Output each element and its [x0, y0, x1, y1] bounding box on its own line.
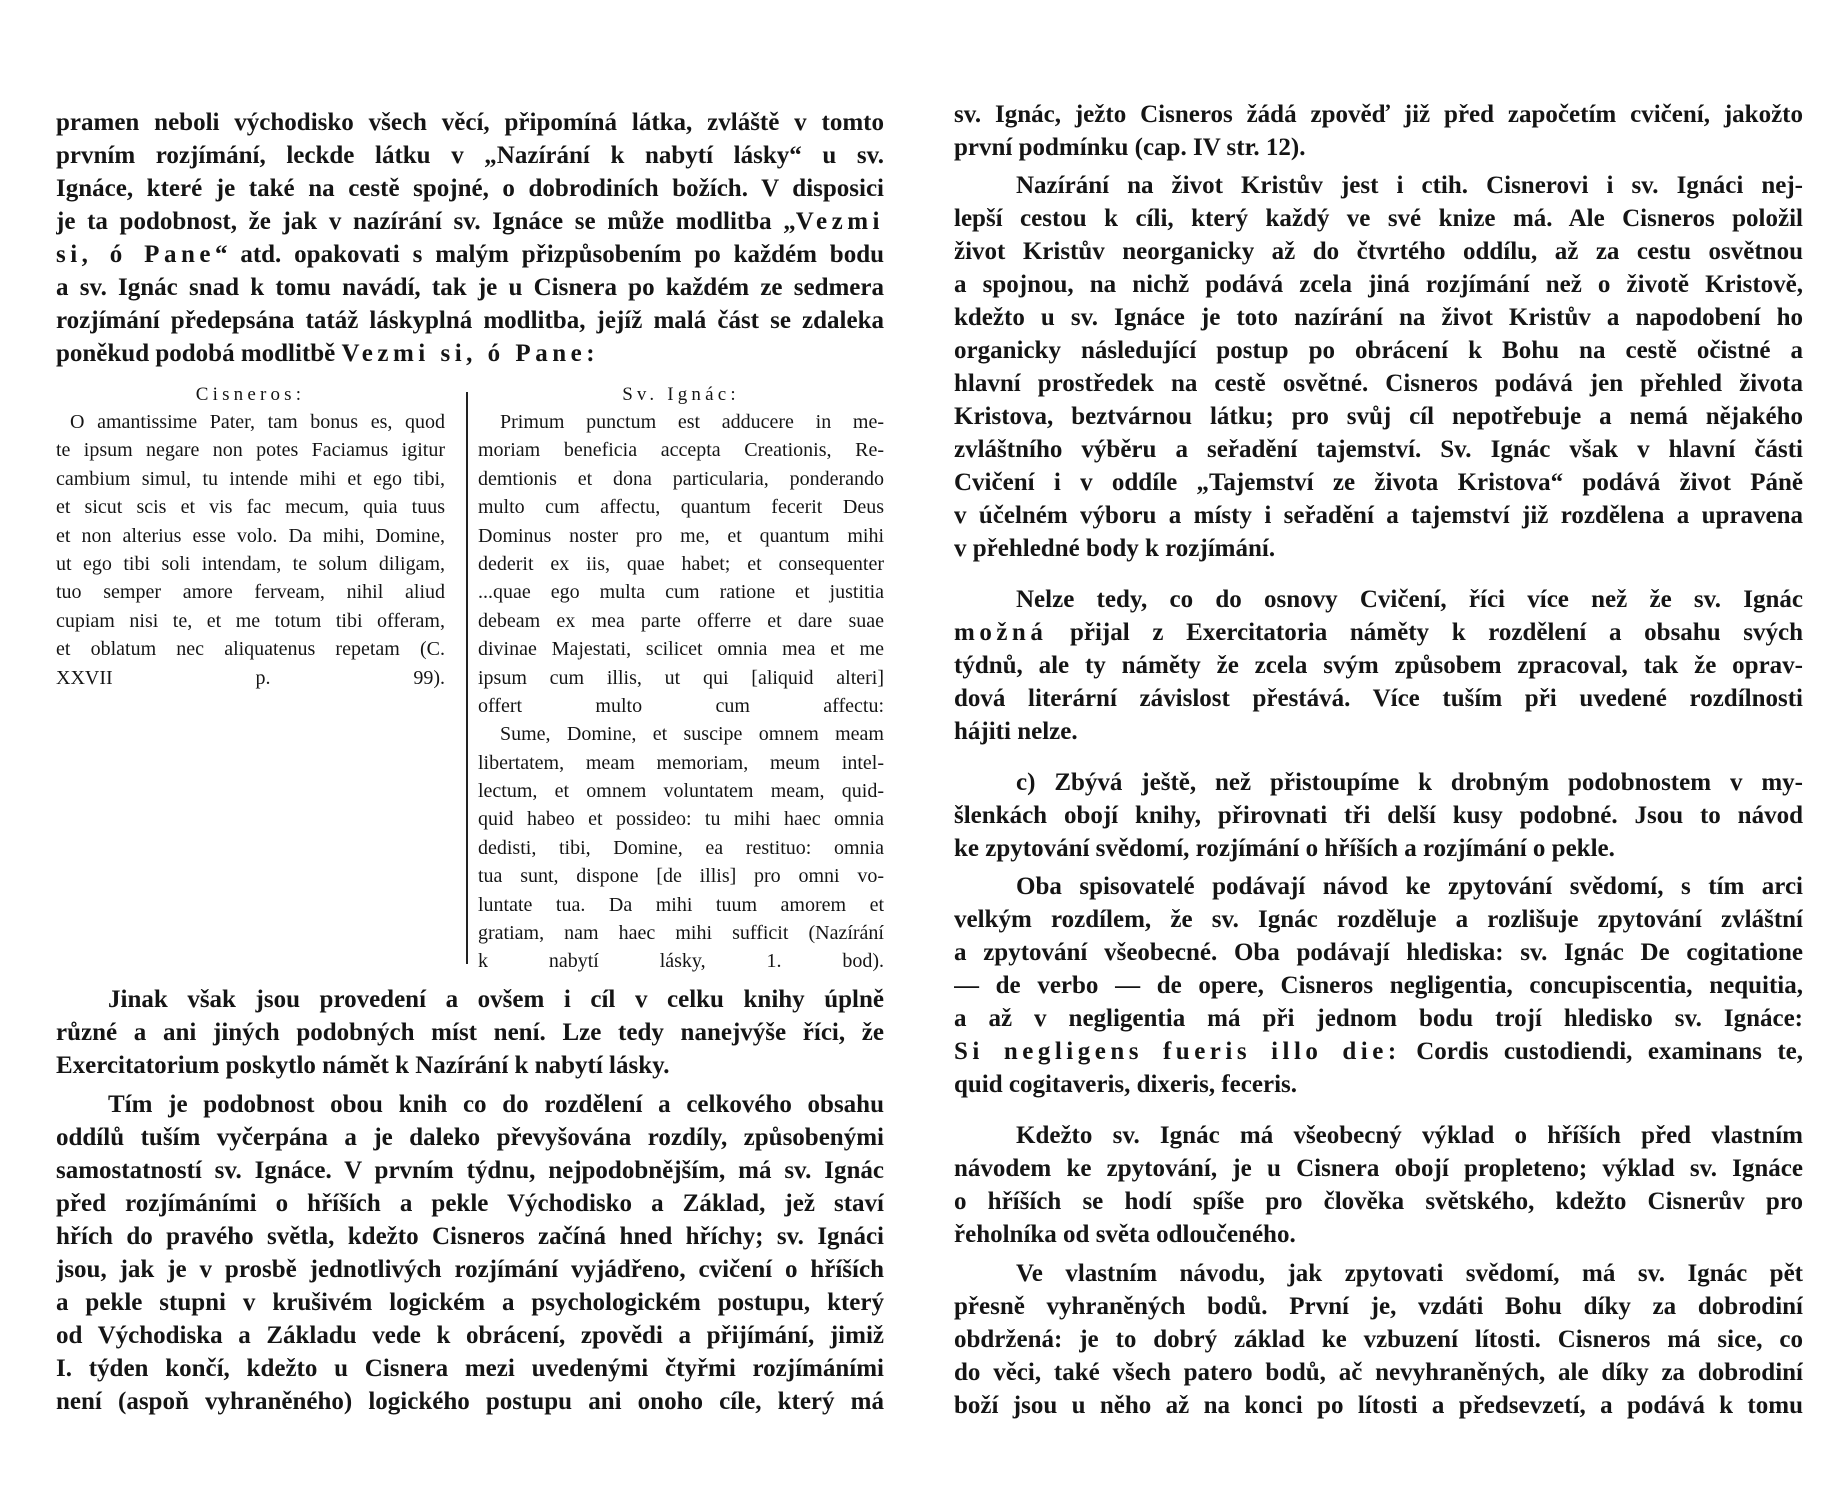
- text-line: zvláštního výběru a seřadění tajemství. Sv. Ignác však v hlavní části: [954, 436, 1803, 463]
- paragraph: [954, 1119, 1803, 1251]
- text-line: I. týden končí, kdežto u Cisnera mezi uvedenými čtyřmi rozjímáními: [56, 1355, 884, 1382]
- text-line: v účelném výboru a místy i seřadění a tajemství již rozdělena a upravena: [954, 502, 1803, 529]
- text-line: [56, 238, 884, 271]
- text-line: kdežto u sv. Ignáce je toto nazírání na život Kristův a napodobení ho: [954, 304, 1803, 331]
- text-line: lepší cestou k cíli, který každý ve své knize má. Ale Cisneros položil: [954, 205, 1803, 232]
- text-line: divinae Majestati, scilicet omnia mea et me: [478, 638, 884, 661]
- text-line: ...quae ego multa cum ratione et justitia: [478, 581, 884, 604]
- text-line: luntate tua. Da mihi tuum amorem et: [478, 893, 884, 916]
- text-run: poněkud podobá modlitbě: [56, 340, 342, 367]
- text-line: — de verbo — de opere, Cisneros negligentia, concupiscentia, nequitia,: [954, 972, 1803, 999]
- text-line: k nabytí lásky, 1. bod).: [478, 950, 884, 973]
- text-line: et oblatum nec aliquatenus repetam (C.: [56, 638, 445, 661]
- text-line: demtionis et dona particularia, ponderando: [478, 467, 884, 490]
- text-line: šlenkách obojí knihy, přirovnati tři delší kusy podobné. Jsou to návod: [954, 802, 1803, 829]
- text-line: [56, 205, 884, 238]
- text-line: ipsum cum illis, ut qui [aliquid alteri]: [478, 666, 884, 689]
- text-line: obdržená: je to dobrý základ ke vzbuzení lítosti. Cisneros má sice, co: [954, 1326, 1803, 1353]
- quote-cisneros: [56, 408, 445, 692]
- column-divider: [466, 392, 468, 964]
- text-line: Cvičení i v oddíle „Tajemství ze života Kristova“ podává život Páně: [954, 469, 1803, 496]
- text-line: pramen neboli východisko všech věcí, připomíná látka, zvláště v tomto: [56, 109, 884, 136]
- text-line: není (aspoň vyhraněného) logického postupu ani onoho cíle, který má: [56, 1388, 884, 1415]
- text-line: [56, 337, 884, 370]
- text-line: hlavní prostředek na cestě osvětné. Cisneros podává jen přehled života: [954, 370, 1803, 397]
- text-line: přesně vyhraněných bodů. První je, vzdáti Bohu díky za dobrodiní: [954, 1293, 1803, 1320]
- text-line: a až v negligentia má při jednom bodu trojí hledisko sv. Ignáce:: [954, 1005, 1803, 1032]
- paragraph: [56, 983, 884, 1082]
- letterspaced-emphasis: Vezmi: [795, 208, 884, 235]
- text-line: prvním rozjímání, leckde látku v „Nazírání k nabytí lásky“ u sv.: [56, 142, 884, 169]
- text-line: libertatem, meam memoriam, meum intel-: [478, 751, 884, 774]
- text-line: první podmínku (cap. IV str. 12).: [954, 134, 1306, 161]
- letterspaced-emphasis: Vezmi si, ó Pane:: [341, 340, 600, 367]
- column-heading-cisneros: Cisneros:: [195, 384, 306, 405]
- letterspaced-emphasis: možná: [954, 619, 1048, 646]
- text-line: a sv. Ignác snad k tomu navádí, tak je u Cisnera po každém ze sedmera: [56, 274, 884, 301]
- text-line: Kdežto sv. Ignác má všeobecný výklad o hříších před vlastním: [1016, 1122, 1803, 1149]
- quote-ignac-sume: [478, 720, 884, 976]
- right-page: [954, 0, 1803, 1500]
- text-line: různé a ani jiných podobných míst není. Lze tedy nanejvýše říci, že: [56, 1019, 884, 1046]
- text-line: quid habeo et possideo: tu mihi haec omnia: [478, 808, 884, 831]
- text-line: Nelze tedy, co do osnovy Cvičení, říci více než že sv. Ignác: [1016, 586, 1803, 613]
- text-line: lectum, et omnem voluntatem meam, quid-: [478, 780, 884, 803]
- text-line: do věci, také všech patero bodů, ač nevyhraněných, ale díky za dobrodiní: [954, 1359, 1803, 1386]
- paragraph: [954, 583, 1803, 748]
- text-line: cambium simul, tu intende mihi et ego tibi,: [56, 467, 445, 490]
- text-line: debeam ex mea parte offerre et dare suae: [478, 609, 884, 632]
- text-line: offert multo cum affectu:: [478, 694, 884, 717]
- column-cisneros: [56, 382, 445, 692]
- paragraph: [954, 766, 1803, 865]
- text-line: tua sunt, dispone [de illis] pro omni vo-: [478, 865, 884, 888]
- text-line: návodem ke zpytování, je u Cisnera obojí propleteno; výklad sv. Ignáce: [954, 1155, 1803, 1182]
- text-run: Cordis custodiendi, examinans te,: [1400, 1038, 1803, 1065]
- paragraph: [954, 169, 1803, 565]
- text-line: hřích do pravého světla, kdežto Cisneros začíná hned hříchy; sv. Ignáci: [56, 1223, 884, 1250]
- text-line: a zpytování všeobecné. Oba podávají hlediska: sv. Ignác De cogitatione: [954, 939, 1803, 966]
- text-line: Ve vlastním návodu, jak zpytovati svědomí, má sv. Ignác pět: [1016, 1260, 1803, 1287]
- text-line: Tím je podobnost obou knih co do rozdělení a celkového obsahu: [108, 1091, 884, 1118]
- text-line: řeholníka od světa odloučeného.: [954, 1221, 1296, 1248]
- text-line: [954, 1035, 1803, 1068]
- text-line: ut ego tibi soli intendam, te solum diligam,: [56, 552, 445, 575]
- text-line: Sume, Domine, et suscipe omnem meam: [500, 723, 884, 746]
- text-line: tuo semper amore ferveam, nihil aliud: [56, 581, 445, 604]
- text-line: před rozjímáními o hříších a pekle Východisko a Základ, jež staví: [56, 1190, 884, 1217]
- column-heading-ignac: Sv. Ignác:: [622, 384, 740, 405]
- text-line: organicky následující postup po obrácení k Bohu na cestě očistné a: [954, 337, 1803, 364]
- text-line: a spojnou, na nichž podává zcela jiná rozjímání než o životě Kristově,: [954, 271, 1803, 298]
- text-line: velkým rozdílem, že sv. Ignác rozděluje a rozlišuje zpytování zvláštní: [954, 906, 1803, 933]
- column-ignac: [478, 382, 884, 976]
- text-run: “ atd. opakovati s malým přizpůsobením po každém bodu: [214, 241, 884, 268]
- paragraph: [954, 1257, 1803, 1422]
- text-line: od Východiska a Základu vede k obrácení, zpovědi a přijímání, jimiž: [56, 1322, 884, 1349]
- letterspaced-emphasis: Si negligens fueris illo die:: [954, 1038, 1401, 1065]
- text-line: dová literární závislost přestává. Více tuším při uvedené rozdílnosti: [954, 685, 1803, 712]
- text-line: týdnů, ale ty náměty že zcela svým způsobem zpracoval, tak že oprav-: [954, 652, 1803, 679]
- text-line: samostatností sv. Ignáce. V prvním týdnu, nejpodobnějším, má sv. Ignác: [56, 1157, 884, 1184]
- text-line: et sicut scis et vis fac mecum, quia tuus: [56, 496, 445, 519]
- left-page: [56, 0, 884, 1500]
- text-line: c) Zbývá ještě, než přistoupíme k drobným podobnostem v my-: [1016, 769, 1803, 796]
- text-line: Ignáce, které je také na cestě spojné, o dobrodiních božích. V disposici: [56, 175, 884, 202]
- text-line: Exercitatorium poskytlo námět k Nazírání k nabytí lásky.: [56, 1052, 670, 1079]
- letterspaced-emphasis: si, ó Pane: [56, 241, 215, 268]
- text-line: život Kristův neorganicky až do čtvrtého oddílu, až za cestu osvětnou: [954, 238, 1803, 265]
- text-run: je ta podobnost, že jak v nazírání sv. Ignáce se může modlitba „: [56, 208, 796, 235]
- text-line: dedisti, tibi, Domine, ea restituo: omnia: [478, 836, 884, 859]
- paragraph-intro: [56, 106, 884, 370]
- text-line: ke zpytování svědomí, rozjímání o hříších a rozjímání o pekle.: [954, 835, 1615, 862]
- text-line: XXVII p. 99).: [56, 666, 445, 689]
- text-line: v přehledné body k rozjímání.: [954, 535, 1276, 562]
- text-line: Nazírání na život Kristův jest i ctih. Cisnerovi i sv. Ignáci nej-: [1016, 172, 1803, 199]
- text-line: a pekle stupni v krušivém logickém a psychologickém postupu, který: [56, 1289, 884, 1316]
- text-line: Jinak však jsou provedení a ovšem i cíl v celku knihy úplně: [108, 986, 884, 1013]
- paragraph: [954, 98, 1803, 164]
- text-line: dederit ex iis, quae habet; et consequenter: [478, 552, 884, 575]
- text-line: cupiam nisi te, et me totum tibi offeram,: [56, 609, 445, 632]
- text-line: rozjímání předepsána tatáž láskyplná modlitba, jejíž malá část se zdaleka: [56, 307, 884, 334]
- text-line: oddílů tuším vyčerpána a je daleko převyšována rozdíly, způsobenými: [56, 1124, 884, 1151]
- text-line: Kristova, beztvárnou látku; pro svůj cíl nepotřebuje a nemá nějakého: [954, 403, 1803, 430]
- paragraph: [954, 870, 1803, 1101]
- text-line: et non alterius esse volo. Da mihi, Domine,: [56, 524, 445, 547]
- text-line: multo cum affectu, quantum fecerit Deus: [478, 496, 884, 519]
- text-line: jsou, jak je v prosbě jednotlivých rozjímání vyjádřeno, cvičení o hříších: [56, 1256, 884, 1283]
- text-line: hájiti nelze.: [954, 718, 1078, 745]
- text-line: quid cogitaveris, dixeris, feceris.: [954, 1071, 1297, 1098]
- text-line: gratiam, nam haec mihi sufficit (Nazírání: [478, 922, 884, 945]
- text-line: Oba spisovatelé podávají návod ke zpytování svědomí, s tím arci: [1016, 873, 1803, 900]
- quote-ignac-primum: [478, 408, 884, 720]
- text-line: boží jsou u něho až na konci po lítosti a předsevzetí, a podává k tomu: [954, 1392, 1803, 1419]
- text-line: O amantissime Pater, tam bonus es, quod: [70, 411, 445, 433]
- text-line: te ipsum negare non potes Faciamus igitur: [56, 439, 445, 462]
- text-line: Primum punctum est adducere in me-: [500, 411, 884, 433]
- text-line: o hříších se hodí spíše pro člověka světského, kdežto Cisnerův pro: [954, 1188, 1803, 1215]
- text-line: moriam beneficia accepta Creationis, Re-: [478, 439, 884, 462]
- text-run: přijal z Exercitatoria náměty k rozdělení a obsahu svých: [1047, 619, 1803, 646]
- text-line: sv. Ignác, ježto Cisneros žádá zpověď již před započetím cvičení, jakožto: [954, 101, 1803, 128]
- paragraph: [56, 1088, 884, 1418]
- text-line: Dominus noster pro me, et quantum mihi: [478, 524, 884, 547]
- text-line: [954, 616, 1803, 649]
